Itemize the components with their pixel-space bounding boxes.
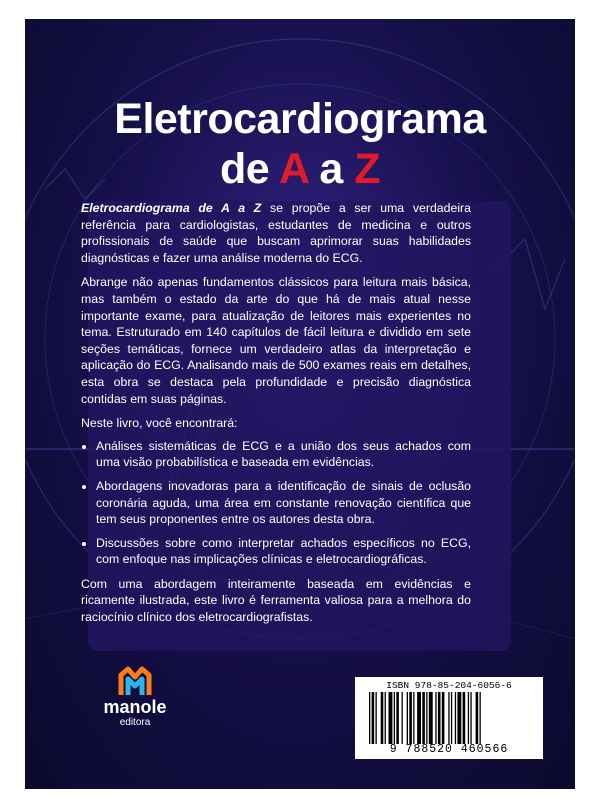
title-line-1: Eletrocardiograma	[114, 95, 486, 143]
features-list	[81, 438, 471, 568]
intro-paragraph	[81, 200, 471, 266]
stylized-m-logo-icon	[95, 665, 175, 697]
list-item: • Análises sistemáticas de ECG e a união dos seus achados com uma visão probabilística e baseada em evidências.	[96, 438, 471, 471]
publisher-subtitle: editora	[119, 717, 151, 728]
description-text	[81, 200, 471, 634]
list-item: • Discussões sobre como interpretar achados específicos no ECG, com enfoque nas implicações clínicas e eletrocardiográficas.	[96, 535, 471, 568]
publisher-name: manole	[103, 697, 167, 717]
publisher-logo	[95, 665, 175, 745]
scope-paragraph: Abrange não apenas fundamentos clássicos para leitura mais básica, mas também o estado da arte do que há de mais atual nesse importante exame, para atualização de leitores mais experientes no tema. Estruturado em 140 capítulos de fácil leitura e dividido em sete seções temáticas, fornece um verdadeiro atlas da interpretação e aplicação do ECG. Analisando mais de 500 exames reais em detalhes, esta obra se destaca pela profundidade e precisão diagnóstica contidas em suas páginas.	[81, 275, 471, 406]
barcode-bars	[355, 692, 543, 744]
intro-paragraph-text: se propõe a ser uma verdadeira referência para cardiologistas, estudantes de medicina e outros profissionais de saúde que buscam aprimorar suas habilidades diagnósticas e fazer uma análise moderna do ECG.	[81, 201, 471, 265]
title-letter-a: A	[278, 145, 308, 193]
isbn-barcode	[355, 677, 543, 759]
isbn-number: 9 788520 460566	[389, 743, 509, 756]
list-item: • Abordagens inovadoras para a identificação de sinais de oclusão coronária aguda, uma área em constante renovação científica que tem seus proponentes entre os autores desta obra.	[96, 478, 471, 528]
book-title	[25, 94, 575, 194]
title-line-2-prefix: de	[219, 145, 279, 193]
title-letter-z: Z	[354, 145, 381, 193]
title-line-2-mid: a	[307, 145, 355, 193]
title-line-2	[25, 144, 575, 194]
list-intro: Neste livro, você encontrará:	[81, 416, 238, 431]
book-title-italic: Eletrocardiograma de A a Z	[81, 201, 262, 215]
closing-paragraph: Com uma abordagem inteiramente baseada em evidências e ricamente ilustrada, este livro é ferramenta valiosa para a melhora do raciocínio clínico dos eletrocardiografistas.	[81, 576, 471, 625]
isbn-label: ISBN 978-85-204-6056-6	[386, 680, 512, 691]
